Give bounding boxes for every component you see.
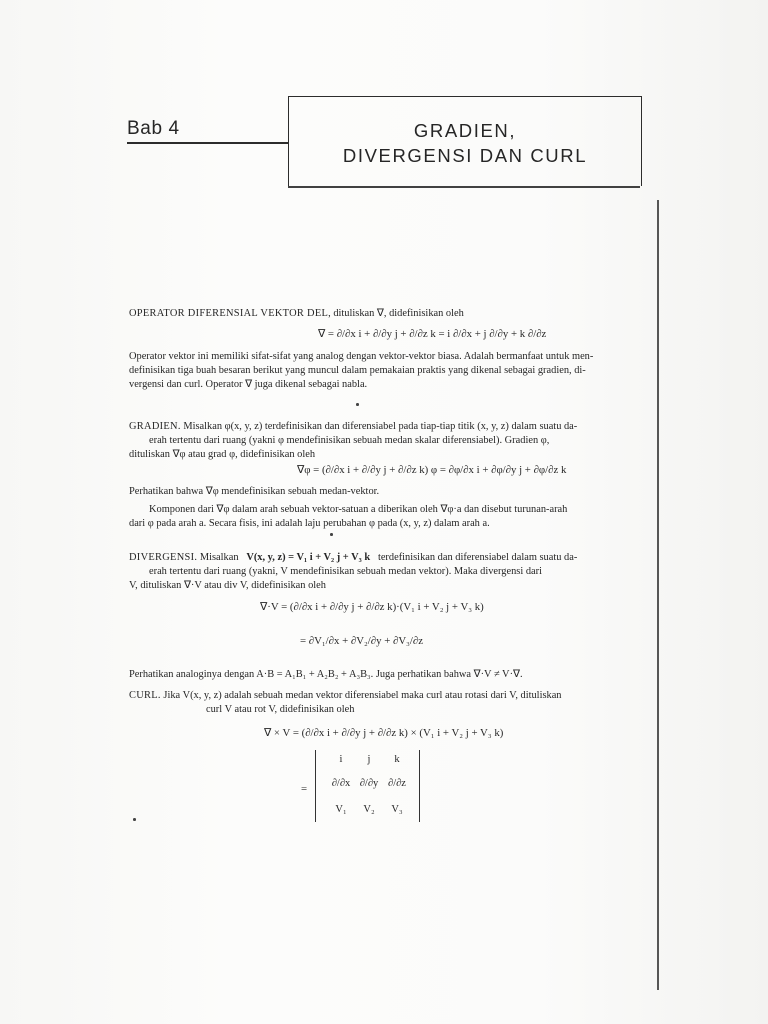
divergence-term: DIVERGENSI. <box>129 552 198 563</box>
del-para-line1: Operator vektor ini memiliki sifat-sifat yang analog dengan vektor-vektor biasa. Adalah bermanfaat untuk men- <box>129 351 594 362</box>
curl-line2: curl V atau rot V, didefinisikan oleh <box>206 704 355 715</box>
curl-line1 <box>129 689 562 703</box>
del-term: OPERATOR DIFERENSIAL VEKTOR DEL <box>129 308 329 319</box>
det-cell: i <box>339 754 343 765</box>
title-frame-bottom <box>288 186 640 188</box>
chapter-rule <box>127 142 288 144</box>
curl-line1-text: Jika V(x, y, z) adalah sebuah medan vektor diferensiabel maka curl atau rotasi dari V, dituliskan <box>163 690 562 701</box>
det-cell: j <box>367 754 371 765</box>
det-cell: ∂/∂z <box>388 778 406 789</box>
gradient-line3: dituliskan ∇φ atau grad φ, didefinisikan oleh <box>129 449 316 460</box>
gradient-line2: erah tertentu dari ruang (yakni φ mendefinisikan sebuah medan skalar diferensiabel). Gradien φ, <box>149 435 550 446</box>
gradient-comp-line1: Komponen dari ∇φ dalam arah sebuah vektor-satuan a diberikan oleh ∇φ·a dan disebut turunan-arah <box>149 504 568 515</box>
divergence-equation1 <box>260 600 484 614</box>
gradient-comp-line2: dari φ pada arah a. Secara fisis, ini adalah laju perubahan φ pada (x, y, z) dalam arah a. <box>129 518 490 529</box>
chapter-label: Bab 4 <box>127 118 180 139</box>
curl-equals: = <box>301 783 308 795</box>
divergence-line1a: Misalkan <box>199 552 239 563</box>
det-cell: V₁ <box>335 804 347 815</box>
scan-speck <box>330 533 333 536</box>
curl-determinant <box>315 750 420 822</box>
chapter-title-line2: DIVERGENSI DAN CURL <box>342 145 588 166</box>
scan-speck <box>356 403 359 406</box>
divergence-line1b: terdefinisikan dan diferensiabel dalam suatu da- <box>377 552 578 563</box>
equation-text: ∇φ = (∂/∂x i + ∂/∂y j + ∂/∂z k) φ = ∂φ/∂x i + ∂φ/∂y j + ∂φ/∂z k <box>297 464 567 476</box>
divergence-line1 <box>129 551 577 565</box>
del-heading <box>129 307 464 321</box>
del-para-line3: vergensi dan curl. Operator ∇ juga dikenal sebagai nabla. <box>129 379 368 390</box>
gradient-equation <box>297 463 566 477</box>
del-para-line2: definisikan tiga buah besaran berikut yang muncul dalam pemakaian praktis yang dikenal sebagai gradien, di- <box>129 365 586 376</box>
equation-text: = ∂V₁/∂x + ∂V₂/∂y + ∂V₃/∂z <box>300 635 424 647</box>
det-cell: V₃ <box>391 804 403 815</box>
del-intro: , dituliskan ∇, didefinisikan oleh <box>328 308 464 319</box>
page-edge-line <box>657 200 659 990</box>
divergence-equation2 <box>300 634 423 648</box>
equation-text: ∇ × V = (∂/∂x i + ∂/∂y j + ∂/∂z k) × (V₁ i + V₂ j + V₃ k) <box>264 727 504 739</box>
equation-text: ∇ = ∂/∂x i + ∂/∂y j + ∂/∂z k = i ∂/∂x + j ∂/∂y + k ∂/∂z <box>318 328 547 340</box>
det-cell: ∂/∂y <box>359 778 379 789</box>
divergence-note: Perhatikan analoginya dengan A·B = A₁B₁ + A₂B₂ + A₃B₃. Juga perhatikan bahwa ∇·V ≠ V·∇. <box>129 669 523 680</box>
curl-equation <box>264 726 503 740</box>
curl-term: CURL. <box>129 690 161 701</box>
det-cell: ∂/∂x <box>331 778 351 789</box>
gradient-note: Perhatikan bahwa ∇φ mendefinisikan sebuah medan-vektor. <box>129 486 380 497</box>
divergence-line2: erah tertentu dari ruang (yakni, V mendefinisikan sebuah medan vektor). Maka divergensi dari <box>149 566 542 577</box>
equation-text: ∇·V = (∂/∂x i + ∂/∂y j + ∂/∂z k)·(V₁ i + V₂ j + V₃ k) <box>260 601 484 613</box>
scan-speck <box>133 818 136 821</box>
gradient-line1 <box>129 420 577 434</box>
del-equation <box>318 327 546 341</box>
gradient-term: GRADIEN. <box>129 421 181 432</box>
divergence-field-def: V(x, y, z) = V₁ i + V₂ j + V₃ k <box>246 552 371 563</box>
gradient-line1-text: Misalkan φ(x, y, z) terdefinisikan dan diferensiabel pada tiap-tiap titik (x, y, z) dalam suatu da- <box>183 421 578 432</box>
divergence-line3: V, dituliskan ∇·V atau div V, didefinisikan oleh <box>129 580 326 591</box>
det-cell: k <box>394 754 400 765</box>
chapter-title-line1: GRADIEN, <box>413 120 517 141</box>
det-cell: V₂ <box>363 804 375 815</box>
